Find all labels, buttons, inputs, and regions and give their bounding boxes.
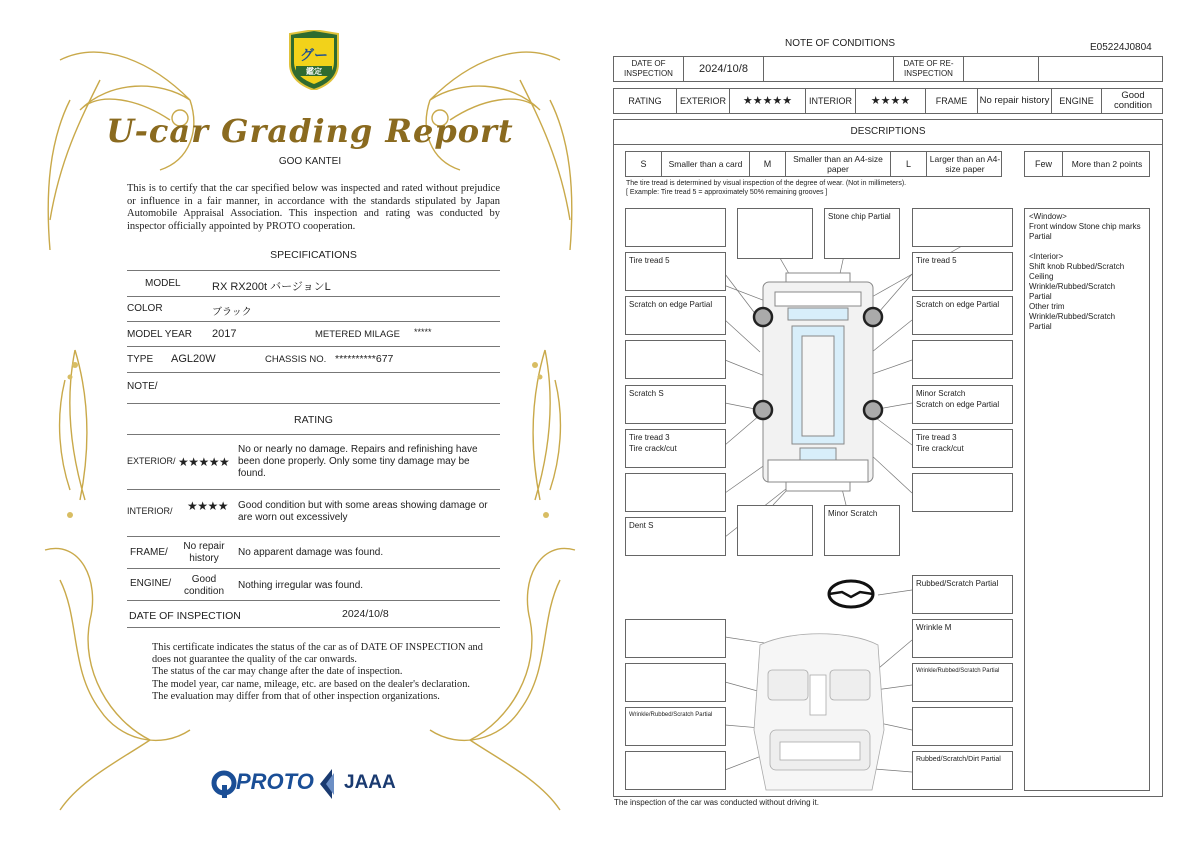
note-text: Tire crack/cut [916,444,964,453]
type-value: AGL20W [171,353,216,365]
note-of-conditions [610,30,1170,820]
divider [127,321,500,322]
engine-label: ENGINE [1052,89,1102,113]
note-box [912,252,1013,291]
note-text: Wrinkle/Rubbed/Scratch Partial [916,668,1000,674]
note-box [912,619,1013,658]
note-box [625,296,726,335]
divider [127,372,500,373]
window-text: Front window Stone chip marks Partial [1029,222,1141,241]
interior-description: Good condition but with some areas showing damage or are worn out excessively [238,500,488,523]
date-of-inspection-label: DATE OF INSPECTION [614,57,684,81]
engine-value: Good condition [183,574,225,597]
jaaa-logo-icon [320,769,344,799]
certification-text: This is to certify that the car specified below was inspected and rated without prejudice or influence in a fair manner, in accordance with the standards stipulated by Japan Automobile Appraisal Association. This inspection and rating was conducted by inspector officially appointed by PROTO cooperation. [127,183,500,232]
car-interior-icon [754,634,884,790]
note-text: Tire tread 5 [629,256,670,265]
interior-note: Partial [1029,292,1052,301]
engine-label: ENGINE/ [130,578,172,589]
note-box [912,751,1013,790]
note-text: Scratch S [629,389,664,398]
rating-label: RATING [614,89,677,113]
exterior-stars: ★★★★★ [178,455,230,469]
note-box [625,429,726,468]
interior-note: Wrinkle/Rubbed/Scratch [1029,282,1116,291]
divider [127,568,500,569]
note-box [625,663,726,702]
jaaa-logo-text: JAAA [344,772,396,793]
note-box [912,663,1013,702]
footer-note: The inspection of the car was conducted without driving it. [614,798,819,807]
note-box [912,385,1013,424]
interior-note: Shift knob Rubbed/Scratch [1029,262,1125,271]
window-heading: <Window> [1029,212,1067,221]
legend-s-desc: Smaller than a card [662,152,750,176]
frame-value: No repair history [978,89,1052,113]
note-box [625,340,726,379]
disclaimer-line: This certificate indicates the status of the car as of DATE OF INSPECTION and does not guarantee the quality of the car onwards. [152,642,483,666]
steering-wheel-icon [829,581,873,607]
note-text: Minor Scratch [916,389,966,398]
frame-label: FRAME [926,89,978,113]
color-value: ブラック [212,307,252,318]
disclaimer-line: The status of the car may change after the date of inspection. [152,666,403,678]
divider [127,296,500,297]
note-label: NOTE/ [127,381,158,392]
frame-label: FRAME/ [130,547,168,558]
note-text: Wrinkle/Rubbed/Scratch Partial [629,712,713,718]
exterior-description: No or nearly no damage. Repairs and refinishing have been done properly. Only some tiny damage may be found. [238,444,478,479]
proto-logo-text: PROTO [236,769,314,794]
interior-stars: ★★★★ [187,499,229,513]
interior-label: INTERIOR/ [127,506,173,516]
note-box [912,296,1013,335]
note-box [625,385,726,424]
divider [127,627,500,628]
note-text: Tire crack/cut [629,444,677,453]
note-box [912,707,1013,746]
grading-certificate [40,20,580,830]
legend-l-desc: Larger than an A4-size paper [929,154,1001,174]
interior-note: Ceiling [1029,272,1054,281]
svg-text:グー: グー [300,47,328,63]
rating-heading: RATING [294,414,333,426]
legend-few: Few [1025,152,1063,176]
date-of-reinspection-label: DATE OF RE-INSPECTION [894,57,964,81]
model-year-value: 2017 [212,328,237,340]
date-of-inspection-value: 2024/10/8 [342,608,389,620]
document-id: E05224J0804 [1090,42,1152,53]
divider [127,600,500,601]
note-text: Tire tread 3 [916,433,957,442]
sponsor-logos [210,767,430,801]
chassis-value: **********677 [335,353,394,365]
exterior-label: EXTERIOR [677,89,730,113]
frame-value: No repair history [183,541,225,564]
date-of-inspection-value: 2024/10/8 [684,57,764,81]
note-text: Scratch on edge Partial [916,400,1000,409]
divider [127,346,500,347]
note-box [625,473,726,512]
legend-few-desc: More than 2 points [1071,159,1143,169]
note-text: Tire tread 5 [916,256,957,265]
note-box [912,575,1013,614]
conditions-heading: NOTE OF CONDITIONS [785,38,895,49]
color-label: COLOR [127,303,163,314]
note-box [912,208,1013,247]
tire-note: The tire tread is determined by visual inspection of the degree of wear. (Not in millimeters). [626,180,907,187]
note-box [625,619,726,658]
legend-m-desc: Smaller than an A4-size paper [786,152,891,176]
note-box [625,707,726,746]
note-box [625,252,726,291]
specifications-heading: SPECIFICATIONS [270,249,357,261]
legend-s: S [626,152,662,176]
interior-label: INTERIOR [806,89,856,113]
metered-milage-label: METERED MILAGE [315,329,400,340]
car-top-view-icon [763,273,873,491]
disclaimer-line: The model year, car name, mileage, etc. are based on the dealer's declaration. [152,678,470,690]
metered-milage-value: ***** [414,327,432,337]
divider [127,434,500,435]
legend-m: M [750,152,786,176]
note-box [824,505,900,556]
divider [127,403,500,404]
tire-note-example: [ Example: Tire tread 5 = approximately 50% remaining grooves ] [626,189,828,196]
model-label: MODEL [145,278,181,289]
note-box [625,208,726,247]
side-notes [1024,208,1150,791]
note-text: Rubbed/Scratch/Dirt Partial [916,756,1001,763]
note-text: Scratch on edge Partial [629,300,713,309]
legend-l: L [891,152,927,176]
exterior-stars: ★★★★★ [730,89,806,113]
interior-note: Partial [1029,322,1052,331]
divider [127,536,500,537]
note-text: Stone chip Partial [828,212,891,221]
note-box [737,208,813,259]
note-text: Wrinkle M [916,623,952,632]
svg-text:鑑定: 鑑定 [306,67,322,76]
note-text: Tire tread 3 [629,433,670,442]
divider [127,270,500,271]
model-year-label: MODEL YEAR [127,329,193,340]
descriptions-heading: DESCRIPTIONS [613,119,1163,145]
type-label: TYPE [127,354,154,365]
note-box [625,517,726,556]
note-text: Dent S [629,521,654,530]
engine-value: Good condition [1113,90,1153,111]
interior-note: Wrinkle/Rubbed/Scratch [1029,312,1116,321]
disclaimer-line: The evaluation may differ from that of other inspection organizations. [152,690,440,702]
date-of-inspection-label: DATE OF INSPECTION [129,610,241,622]
frame-description: No apparent damage was found. [238,547,384,558]
chassis-label: CHASSIS NO. [265,354,327,365]
report-title: U-car Grading Report [106,112,514,150]
note-text: Scratch on edge Partial [916,300,1000,309]
disclaimer [152,642,492,703]
exterior-label: EXTERIOR/ [127,456,176,466]
goo-kantei-badge-icon [286,30,342,90]
interior-note: Other trim [1029,302,1065,311]
interior-heading: <Interior> [1029,252,1064,261]
divider [127,489,500,490]
note-box [912,340,1013,379]
note-box [912,429,1013,468]
note-box [737,505,813,556]
note-box [625,751,726,790]
engine-description: Nothing irregular was found. [238,580,364,591]
note-box [824,208,900,259]
model-value: RX RX200t バージョンL [212,281,331,293]
report-subtitle: GOO KANTEI [278,156,342,167]
note-box [912,473,1013,512]
interior-stars: ★★★★ [856,89,926,113]
note-text: Rubbed/Scratch Partial [916,579,999,588]
note-text: Minor Scratch [828,509,878,518]
